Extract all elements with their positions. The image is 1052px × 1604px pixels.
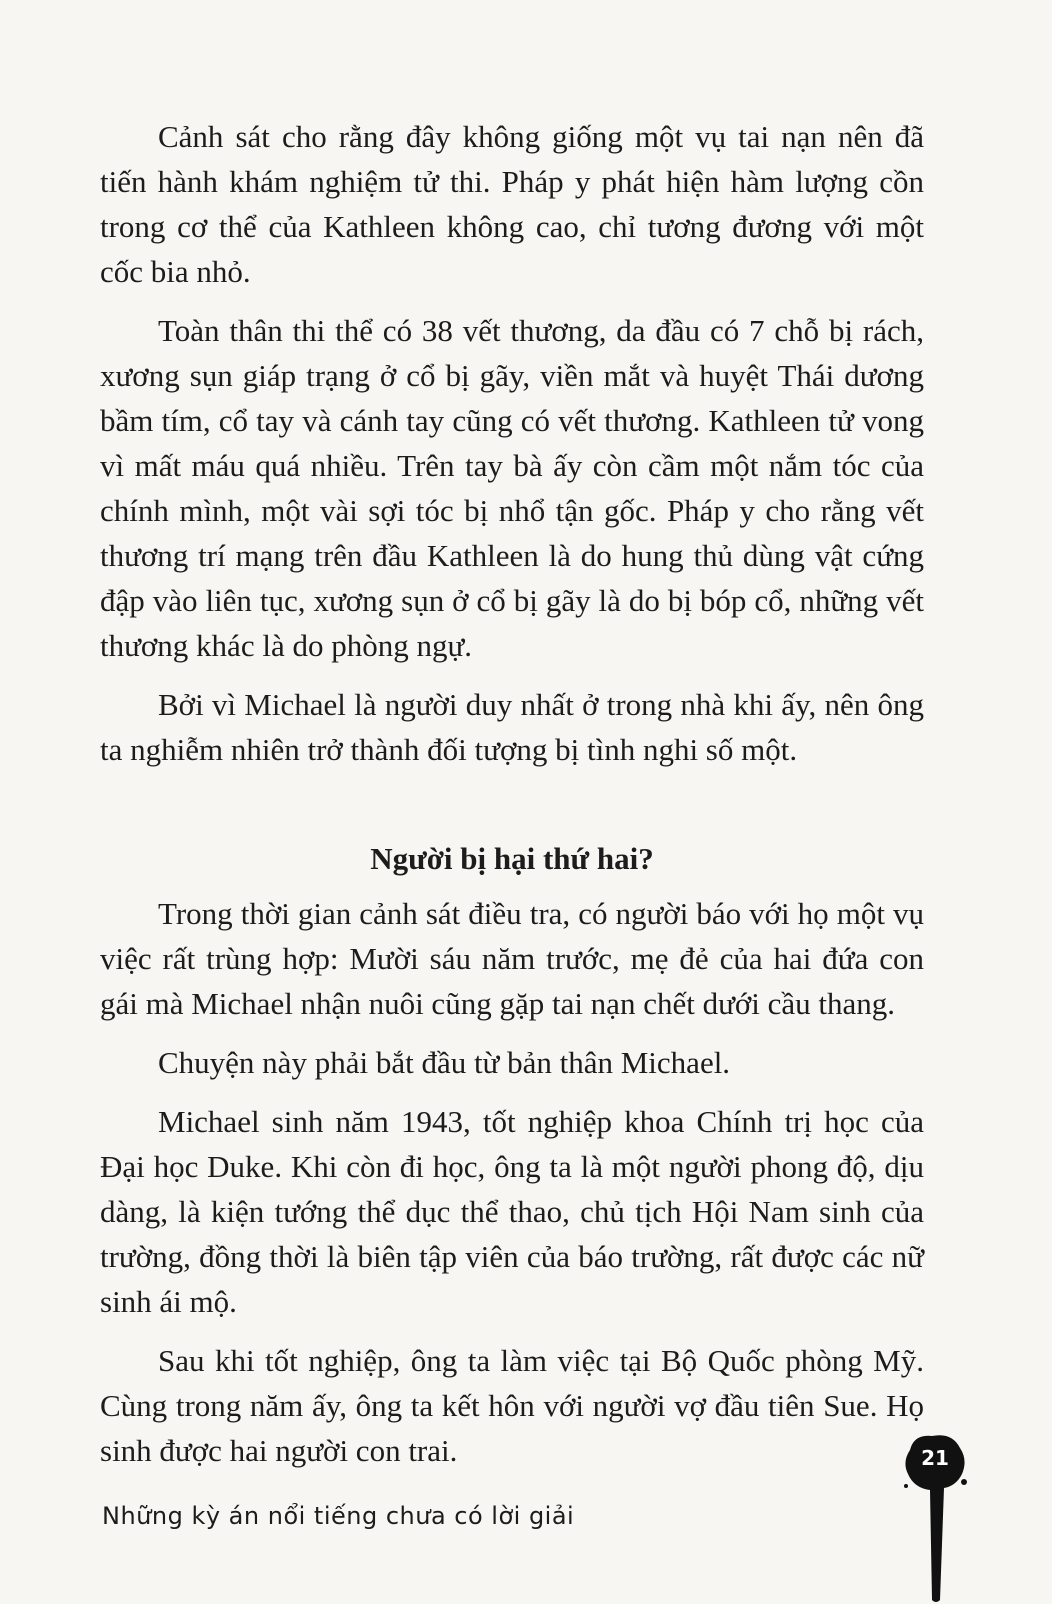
paragraph: Trong thời gian cảnh sát điều tra, có người báo với họ một vụ việc rất trùng hợp: Mười sáu năm trước, mẹ đẻ của hai đứa con gái mà Michael nhận nuôi cũng gặp tai nạn chết dưới cầu thang. [100, 896, 924, 1021]
paragraph: Toàn thân thi thể có 38 vết thương, da đầu có 7 chỗ bị rách, xương sụn giáp trạng ở cổ bị gãy, viền mắt và huyệt Thái dương bầm tím, cổ tay và cánh tay cũng có vết thương. Kathleen tử vong vì mất máu quá nhiều. Trên tay bà ấy còn cầm một nắm tóc của chính mình, một vài sợi tóc bị nhổ tận gốc. Pháp y cho rằng vết thương trí mạng trên đầu Kathleen là do hung thủ dùng vật cứng đập vào liên tục, xương sụn ở cổ bị gãy là do bị bóp cổ, những vết thương khác là do phòng ngự. [100, 313, 924, 663]
body-text [100, 114, 924, 1487]
running-footer-title: Những kỳ án nổi tiếng chưa có lời giải [102, 1502, 575, 1530]
paragraph: Bởi vì Michael là người duy nhất ở trong nhà khi ấy, nên ông ta nghiễm nhiên trở thành đối tượng bị tình nghi số một. [100, 687, 924, 767]
page-number: 21 [921, 1446, 949, 1470]
section-heading: Người bị hại thứ hai? [370, 841, 654, 876]
paragraph: Chuyện này phải bắt đầu từ bản thân Michael. [158, 1045, 731, 1080]
paragraph: Sau khi tốt nghiệp, ông ta làm việc tại Bộ Quốc phòng Mỹ. Cùng trong năm ấy, ông ta kết hôn với người vợ đầu tiên Sue. Họ sinh được hai người con trai. [100, 1343, 924, 1468]
paragraph: Michael sinh năm 1943, tốt nghiệp khoa Chính trị học của Đại học Duke. Khi còn đi học, ông ta là một người phong độ, dịu dàng, là kiện tướng thể dục thể thao, chủ tịch Hội Nam sinh của trường, đồng thời là biên tập viên của báo trường, rất được các nữ sinh ái mộ. [100, 1104, 924, 1319]
paragraph: Cảnh sát cho rằng đây không giống một vụ tai nạn nên đã tiến hành khám nghiệm tử thi. Pháp y phát hiện hàm lượng cồn trong cơ thể của Kathleen không cao, chỉ tương đương với một cốc bia nhỏ. [100, 119, 924, 289]
